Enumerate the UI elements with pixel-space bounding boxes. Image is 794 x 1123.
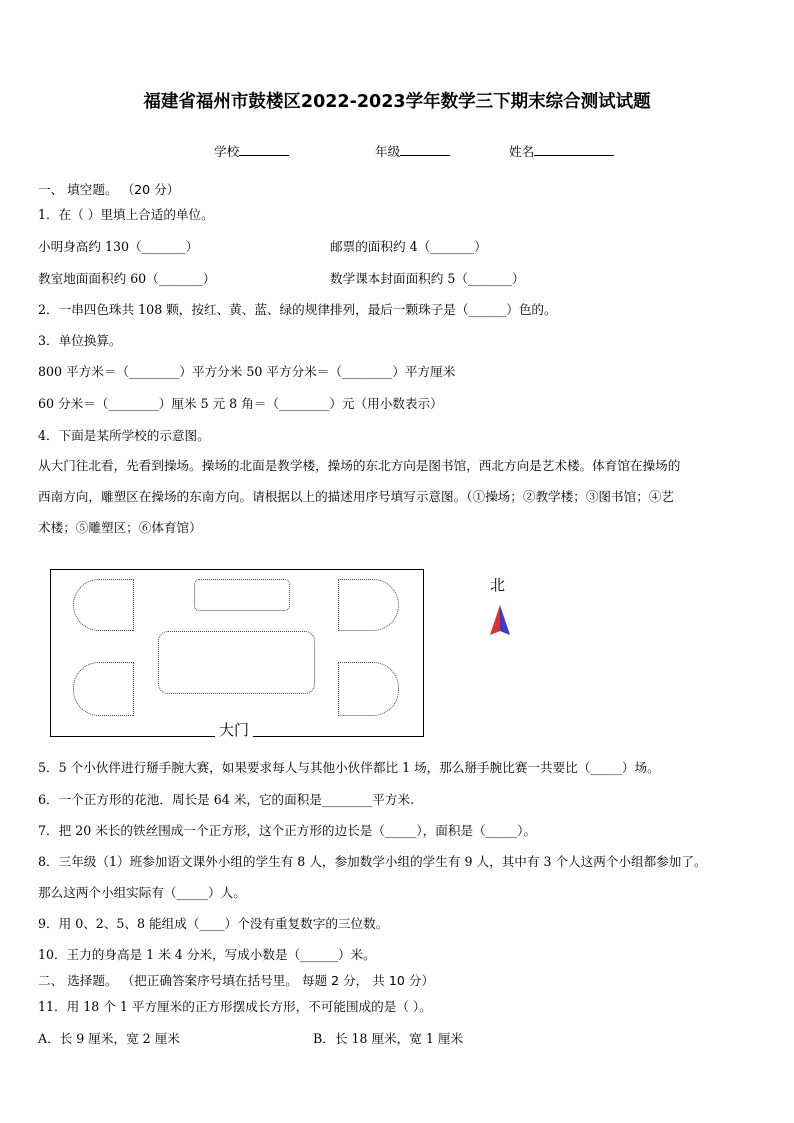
- page-title: 福建省福州市鼓楼区2022-2023学年数学三下期末综合测试试题: [143, 92, 651, 112]
- question-10: 10．王力的身高是 1 米 4 分米，写成小数是（______）米。: [38, 947, 376, 962]
- name-label: 姓名: [509, 144, 535, 159]
- map-slot-northwest[interactable]: [73, 579, 134, 631]
- section-heading-choice: 二、 选择题。 （把正确答案序号填在括号里。 每题 2 分， 共 10 分）: [38, 973, 435, 988]
- question-1b: 邮票的面积约 4（_______）: [330, 239, 487, 254]
- question-5: 5．5 个小伙伴进行掰手腕大赛，如果要求每人与其他小伙伴都比 1 场，那么掰手腕比赛一共要比（_____）场。: [38, 760, 660, 775]
- school-label: 学校: [214, 144, 240, 159]
- question-4-text-1: 从大门往北看，先看到操场。操场的北面是教学楼，操场的东北方向是图书馆，西北方向是艺术楼。体育馆在操场的: [38, 458, 681, 473]
- school-map: [50, 569, 424, 737]
- map-slot-southeast[interactable]: [338, 662, 399, 716]
- question-4-text-3: 术楼；⑤雕塑区；⑥体育馆）: [38, 520, 202, 535]
- question-4: 4．下面是某所学校的示意图。: [38, 428, 210, 443]
- map-slot-north[interactable]: [194, 579, 290, 611]
- question-8: 8．三年级（1）班参加语文课外小组的学生有 8 人，参加数学小组的学生有 9 人，其中有 3 个人这两个小组都参加了。: [38, 854, 707, 869]
- question-9: 9．用 0、2、5、8 能组成（____）个没有重复数字的三位数。: [38, 916, 389, 931]
- question-1: 1．在（ ）里填上合适的单位。: [38, 207, 214, 222]
- map-slot-southwest[interactable]: [73, 662, 134, 716]
- map-slot-northeast[interactable]: [338, 579, 399, 631]
- question-3b: 60 分米＝（________）厘米 5 元 8 角＝（________）元（用小数表示）: [38, 396, 443, 411]
- question-11: 11．用 18 个 1 平方厘米的正方形摆成长方形，不可能围成的是（ ）。: [38, 999, 432, 1014]
- grade-field[interactable]: [375, 141, 450, 160]
- question-7: 7．把 20 米长的铁丝围成一个正方形，这个正方形的边长是（_____），面积是（_____）。: [38, 823, 537, 838]
- question-6: 6．一个正方形的花池．周长是 64 米，它的面积是________平方米.: [38, 792, 415, 807]
- name-field[interactable]: [509, 141, 614, 160]
- option-a[interactable]: A．长 9 厘米，宽 2 厘米: [38, 1031, 180, 1046]
- question-4-text-2: 西南方向，雕塑区在操场的东南方向。请根据以上的描述用序号填写示意图。（①操场；②教学楼；③图书馆；④艺: [38, 489, 674, 504]
- question-1d: 数学课本封面面积约 5（_______）: [330, 271, 525, 286]
- question-3a: 800 平方米＝（________）平方分米 50 平方分米＝（________）平方厘米: [38, 364, 456, 379]
- option-b[interactable]: B．长 18 厘米，宽 1 厘米: [313, 1031, 464, 1046]
- question-2: 2．一串四色珠共 108 颗，按红、黄、蓝、绿的规律排列，最后一颗珠子是（______）色的。: [38, 302, 557, 317]
- question-1c: 教室地面面积约 60（_______）: [38, 271, 216, 286]
- question-3: 3．单位换算。: [38, 333, 122, 348]
- map-slot-center[interactable]: [158, 631, 315, 694]
- question-8-continued: 那么这两个小组实际有（_____）人。: [38, 885, 246, 900]
- north-label: 北: [490, 576, 506, 594]
- question-1a: 小明身高约 130（_______）: [38, 239, 199, 254]
- school-field[interactable]: [214, 141, 289, 160]
- grade-label: 年级: [375, 144, 401, 159]
- north-arrow-icon: [489, 604, 511, 636]
- section-heading-fill: 一、 填空题。 （20 分）: [38, 182, 180, 197]
- gate-label: 大门: [215, 719, 253, 740]
